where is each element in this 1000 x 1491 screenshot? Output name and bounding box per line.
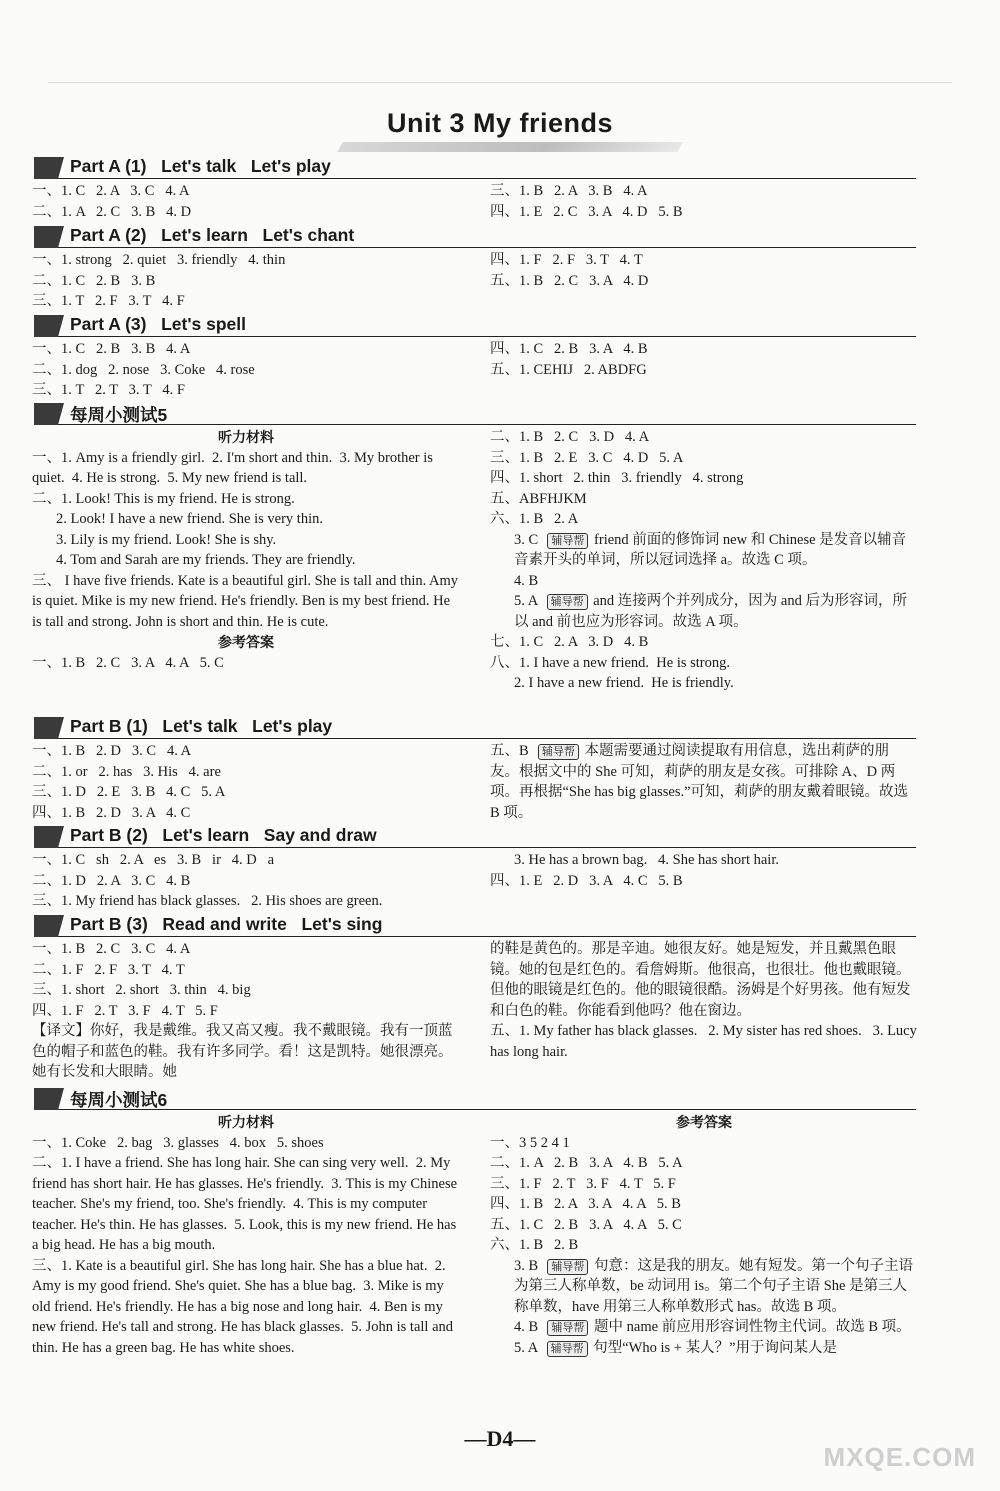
- answer-line: 一、1. Coke 2. bag 3. glasses 4. box 5. shoes: [32, 1134, 324, 1151]
- answer-line: 二、1. A 2. C 3. B 4. D: [32, 203, 192, 220]
- answer-line: 3. He has a brown bag. 4. She has short hair.: [514, 852, 779, 868]
- section-header: [34, 157, 916, 179]
- answer-line: 七、1. C 2. A 3. D 4. B: [490, 634, 649, 650]
- section-marker-icon: [34, 1088, 58, 1110]
- answer-line: 六、1. B 2. A: [490, 511, 579, 527]
- right-column: [490, 181, 918, 222]
- left-column: [32, 741, 460, 823]
- column-subheading: 参考答案: [676, 1114, 732, 1130]
- helper-tag-icon: 辅导帮: [547, 1259, 588, 1275]
- section-header: [34, 315, 916, 337]
- right-column: [490, 250, 918, 291]
- answer-line: 二、1. D 2. A 3. C 4. B: [32, 872, 191, 889]
- helper-tag-icon: 辅导帮: [538, 744, 579, 760]
- answer-line: 2. I have a new friend. He is friendly.: [514, 675, 734, 691]
- section-header: [34, 1088, 916, 1110]
- right-column: [490, 339, 918, 380]
- answer-line: 五、1. C 2. B 3. A 4. A 5. C: [490, 1216, 682, 1233]
- section-title: Part B (1) Let's talk Let's play: [70, 716, 333, 736]
- answer-line: 二、1. A 2. B 3. A 4. B 5. A: [490, 1155, 683, 1171]
- answer-line: 三、1. B 2. A 3. B 4. A: [490, 183, 648, 199]
- right-column: [490, 939, 921, 1062]
- answer-line: 三、1. My friend has black glasses. 2. His shoes are green.: [32, 893, 383, 909]
- answer-line: 四、1. C 2. B 3. A 4. B: [490, 341, 648, 357]
- answer-line: 四、1. short 2. thin 3. friendly 4. strong: [490, 470, 744, 486]
- right-column: [490, 1112, 918, 1358]
- answer-line: 【译文】你好，我是戴维。我又高又瘦。我不戴眼镜。我有一顶蓝色的帽子和蓝色的鞋。我有许多同学。看！这是凯特。她很漂亮。她有长发和大眼睛。她: [32, 1023, 453, 1080]
- answer-line: 5. A 辅导帮 and 连接两个并列成分，因为 and 后为形容词，所以 and 前也应为形容词。故选 A 项。: [514, 593, 907, 630]
- left-column: [32, 939, 460, 1083]
- section-title: Part B (3) Read and write Let's sing: [70, 914, 383, 934]
- answer-line: 四、1. B 2. A 3. A 4. A 5. B: [490, 1196, 681, 1212]
- section-marker-icon: [34, 826, 58, 848]
- section-title: Part A (1) Let's talk Let's play: [70, 156, 331, 176]
- right-column: [490, 741, 918, 823]
- helper-tag-icon: 辅导帮: [547, 533, 588, 549]
- helper-tag-icon: 辅导帮: [547, 1320, 588, 1336]
- answer-line: 一、1. B 2. C 3. C 4. A: [32, 941, 191, 957]
- helper-tag-icon: 辅导帮: [547, 594, 588, 610]
- section-marker-icon: [34, 403, 58, 425]
- left-column: [32, 250, 460, 312]
- section-marker-icon: [34, 226, 58, 248]
- answer-line: 四、1. E 2. D 3. A 4. C 5. B: [490, 872, 683, 889]
- answer-line: 3. C 辅导帮 friend 前面的修饰词 new 和 Chinese 是发音以辅音音素开头的单词，所以冠词选择 a。故选 C 项。: [514, 531, 907, 568]
- answer-line: 二、1. F 2. F 3. T 4. T: [32, 961, 185, 978]
- section-title: Part A (3) Let's spell: [70, 314, 246, 334]
- left-column: [32, 427, 460, 673]
- answer-line: 三、1. D 2. E 3. B 4. C 5. A: [32, 784, 226, 800]
- answer-line: 四、1. F 2. T 3. F 4. T 5. F: [32, 1002, 218, 1019]
- answer-line: 四、1. E 2. C 3. A 4. D 5. B: [490, 203, 683, 220]
- answer-line: 三、1. Kate is a beautiful girl. She has long hair. She has a blue hat. 2. Amy is my good friend. She's quiet. She has a blue bag. 3. Mike is my old friend. He's friendly. He has a big nose and long hair. 4. Ben is my new friend. He's tall and strong. He has black glasses. 5. John is tall and thin. He has a green bag. He has white shoes.: [32, 1257, 457, 1356]
- answer-line: 一、3 5 2 4 1: [490, 1134, 570, 1151]
- answer-line: 四、1. B 2. D 3. A 4. C: [32, 804, 191, 821]
- section-marker-icon: [34, 915, 58, 937]
- section-marker-icon: [34, 157, 58, 179]
- section-header: [34, 915, 916, 937]
- answer-line: 2. Look! I have a new friend. She is very thin.: [56, 511, 323, 527]
- title-underline: [337, 142, 683, 152]
- watermark: MXQE.COM: [823, 1442, 976, 1472]
- answer-line: 3. Lily is my friend. Look! She is shy.: [56, 531, 277, 548]
- answer-line: 五、1. B 2. C 3. A 4. D: [490, 272, 649, 289]
- section-header: [34, 826, 916, 848]
- answer-line: 一、1. Amy is a friendly girl. 2. I'm short and thin. 3. My brother is quiet. 4. He is strong. 5. My new friend is tall.: [32, 449, 437, 486]
- answer-line: 一、1. strong 2. quiet 3. friendly 4. thin: [32, 252, 286, 268]
- answer-line: 的鞋是黄色的。那是辛迪。她很友好。她是短发，并且戴黑色眼镜。她的包是红色的。看詹姆斯。他很高，也很壮。他也戴眼镜。但他的眼镜是红色的。他的眼镜很酷。汤姆是个好男孩。他有短发和白色的鞋。你能看到他吗？他在窗边。: [490, 941, 911, 1019]
- column-subheading: 听力材料: [218, 429, 274, 445]
- answer-line: 三、1. F 2. T 3. F 4. T 5. F: [490, 1175, 676, 1192]
- answer-line: 一、1. C sh 2. A es 3. B ir 4. D a: [32, 852, 275, 868]
- column-subheading: 参考答案: [218, 634, 274, 650]
- answer-line: 六、1. B 2. B: [490, 1237, 579, 1253]
- answer-line: 三、1. T 2. T 3. T 4. F: [32, 382, 185, 398]
- page-number: —D4—: [464, 1426, 536, 1451]
- page-title: Unit 3 My friends: [386, 108, 614, 138]
- right-column: [490, 850, 918, 891]
- answer-line: 五、1. My father has black glasses. 2. My sister has red shoes. 3. Lucy has long hair.: [490, 1023, 921, 1060]
- section-title: Part B (2) Let's learn Say and draw: [70, 825, 377, 845]
- answer-line: 三、1. T 2. F 3. T 4. F: [32, 293, 185, 309]
- section-title: 每周小测试5: [70, 405, 168, 425]
- answer-line: 三、1. B 2. E 3. C 4. D 5. A: [490, 449, 684, 466]
- answer-line: 四、1. F 2. F 3. T 4. T: [490, 252, 643, 268]
- section-title: Part A (2) Let's learn Let's chant: [70, 225, 355, 245]
- answer-line: 二、1. Look! This is my friend. He is strong.: [32, 490, 295, 507]
- section-title: 每周小测试6: [70, 1090, 168, 1110]
- answer-line: 八、1. I have a new friend. He is strong.: [490, 654, 730, 671]
- answer-line: 二、1. dog 2. nose 3. Coke 4. rose: [32, 361, 255, 378]
- answer-line: 二、1. or 2. has 3. His 4. are: [32, 763, 221, 780]
- answer-line: 4. B 辅导帮 题中 name 前应用形容词性物主代词。故选 B 项。: [514, 1319, 911, 1335]
- answer-line: 三、1. short 2. short 3. thin 4. big: [32, 982, 251, 998]
- left-column: [32, 1112, 460, 1358]
- answer-line: 五、1. CEHIJ 2. ABDFG: [490, 361, 647, 378]
- answer-line: 5. A 辅导帮 句型“Who is + 某人？”用于询问某人是: [514, 1339, 838, 1356]
- answer-line: 4. Tom and Sarah are my friends. They are friendly.: [56, 552, 356, 568]
- section-marker-icon: [34, 717, 58, 739]
- helper-tag-icon: 辅导帮: [547, 1341, 588, 1357]
- answer-line: 五、B 辅导帮 本题需要通过阅读提取有用信息，选出莉萨的朋友。根据文中的 She 可知，莉萨的朋友是女孩。可排除 A、D 两项。再根据“She has big glasses.”可知，莉萨的朋友戴着眼镜。故选 B 项。: [490, 743, 912, 821]
- section-header: [34, 717, 916, 739]
- answer-line: 一、1. C 2. B 3. B 4. A: [32, 341, 191, 357]
- answer-line: 3. B 辅导帮 句意：这是我的朋友。她有短发。第一个句子主语为第三人称单数，be 动词用 is。第二个句子主语 She 是第三人称单数，have 用第三人称单数形式 has。故选 B 项。: [514, 1257, 914, 1315]
- column-subheading: 听力材料: [218, 1114, 274, 1130]
- answer-line: 二、1. B 2. C 3. D 4. A: [490, 429, 650, 445]
- top-rule: [48, 82, 952, 83]
- answer-line: 五、ABFHJKM: [490, 490, 587, 507]
- right-column: [490, 427, 918, 694]
- section-header: [34, 226, 916, 248]
- answer-line: 三、 I have five friends. Kate is a beautiful girl. She is tall and thin. Amy is quiet. Mike is my new friend. He's friendly. Ben is my best friend. He is tall and strong. John is short and thin. He is cute.: [32, 572, 462, 630]
- section-marker-icon: [34, 315, 58, 337]
- answer-line: 一、1. C 2. A 3. C 4. A: [32, 183, 190, 199]
- answer-line: 一、1. B 2. C 3. A 4. A 5. C: [32, 654, 224, 671]
- section-header: [34, 403, 916, 425]
- answer-line: 一、1. B 2. D 3. C 4. A: [32, 743, 192, 759]
- left-column: [32, 181, 460, 222]
- left-column: [32, 850, 460, 912]
- answer-line: 二、1. I have a friend. She has long hair. She can sing very well. 2. My friend has short hair. He has glasses. He's friendly. 3. This is my Chinese teacher. She's my friend, too. She's friendly. 4. This is my computer teacher. He's thin. He has glasses. 5. Look, this is my new friend. He has a big head. He has a big mouth.: [32, 1155, 461, 1253]
- answer-line: 4. B: [514, 572, 539, 589]
- left-column: [32, 339, 460, 401]
- answer-line: 二、1. C 2. B 3. B: [32, 272, 156, 289]
